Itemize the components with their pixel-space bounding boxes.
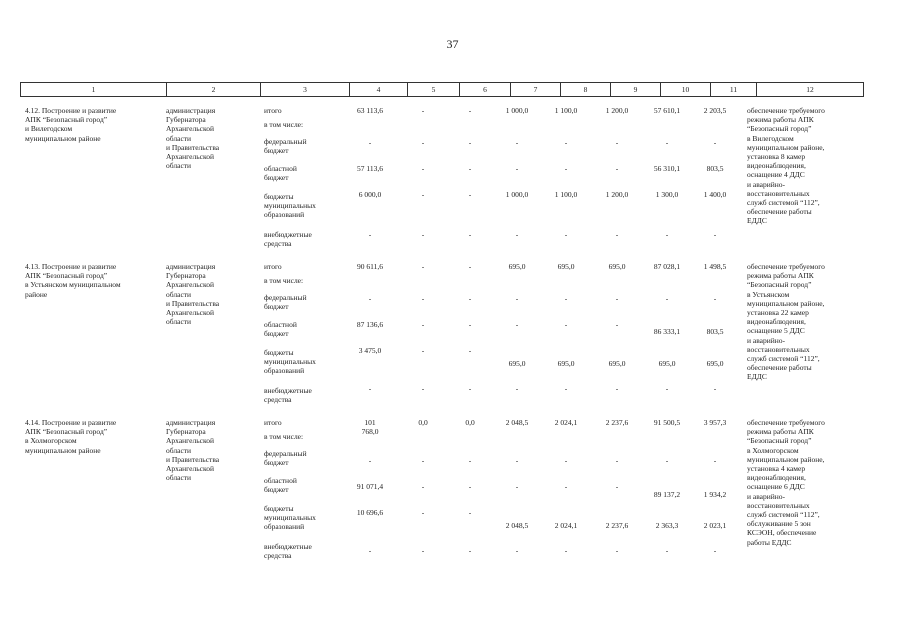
value-fed: - (564, 138, 568, 147)
value-vne: - (368, 230, 372, 239)
value-itogo: - (421, 106, 425, 115)
header-col-2: 2 (167, 83, 261, 96)
result-text: установка 22 камер (747, 308, 809, 317)
executor-text: области (166, 133, 192, 143)
value-fed: - (713, 294, 717, 303)
value-itogo: 0,0 (465, 418, 475, 427)
value-fed: - (665, 138, 669, 147)
measure-title: 4.13. Построение и развитие (25, 262, 117, 271)
executor-text: области (166, 317, 192, 327)
value-fed: - (615, 456, 619, 465)
result-text: муниципальном районе, (747, 454, 825, 464)
header-col-11: 11 (711, 83, 757, 96)
result-text: служб системой “112”, (747, 198, 820, 207)
value-itogo: 695,0 (608, 262, 626, 271)
executor-text: области (166, 473, 192, 483)
source-municipal: муниципальных (264, 201, 316, 211)
executor-text: Губернатора (166, 427, 206, 437)
value-itogo: 90 611,6 (357, 262, 383, 271)
result-text: обеспечение работы (747, 363, 812, 373)
source-federal: бюджет (264, 146, 289, 156)
value-vne: - (713, 230, 717, 239)
value-fed: - (515, 138, 519, 147)
value-obl: - (615, 164, 619, 173)
value-mun: - (421, 346, 425, 355)
executor-text: Архангельской (166, 308, 214, 317)
executor-text: Губернатора (166, 115, 206, 125)
header-col-1: 1 (21, 83, 167, 96)
measure-title: 4.14. Построение и развитие (25, 418, 117, 427)
value-obl: 56 310,1 (653, 164, 681, 173)
source-vtom: в том числе: (264, 120, 304, 129)
result-text: обеспечение требуемого (747, 106, 825, 115)
value-vne: - (421, 546, 425, 555)
value-vne: - (564, 546, 568, 555)
value-fed: - (468, 138, 472, 147)
value-fed: - (368, 294, 372, 303)
result-text: восстановительных (747, 344, 810, 354)
value-obl: - (564, 320, 568, 329)
value-mun: 2 023,1 (703, 521, 727, 530)
result-text: режима работы АПК (747, 427, 814, 437)
value-fed: - (421, 138, 425, 147)
measure-title: АПК “Безопасный город” (25, 427, 108, 437)
value-obl: 86 333,1 (653, 327, 681, 336)
value-mun: 1 200,0 (605, 190, 629, 199)
value-itogo: 1 100,0 (554, 106, 578, 115)
source-itogo: итого (264, 106, 282, 115)
value-itogo: 57 610,1 (653, 106, 681, 115)
value-mun: 695,0 (608, 359, 626, 368)
result-text: оснащение 6 ДДС (747, 482, 805, 492)
result-text: в Устьянском (747, 289, 790, 299)
value-obl: - (615, 482, 619, 491)
value-obl: - (515, 164, 519, 173)
source-municipal: бюджеты (264, 348, 294, 357)
value-mun: - (468, 346, 472, 355)
result-text: восстановительных (747, 500, 810, 510)
value-mun: 1 300,0 (655, 190, 679, 199)
executor-text: и Правительства (166, 142, 220, 152)
value-itogo: 1 498,5 (703, 262, 727, 271)
value-obl: - (615, 320, 619, 329)
value-mun: 695,0 (658, 359, 676, 368)
measure-title: 4.12. Построение и развитие (25, 106, 117, 115)
source-itogo: итого (264, 418, 282, 427)
result-text: обеспечение работы (747, 207, 812, 217)
source-federal: бюджет (264, 302, 289, 312)
header-col-4: 4 (350, 83, 408, 96)
value-vne: - (515, 230, 519, 239)
source-municipal: образований (264, 210, 305, 220)
value-obl: 91 071,4 (356, 482, 384, 491)
result-text: и аварийно- (747, 491, 786, 501)
value-fed: - (368, 138, 372, 147)
source-vtom: в том числе: (264, 276, 304, 285)
source-extrabudget: внебюджетные (264, 542, 312, 551)
result-text: “Безопасный город” (747, 280, 812, 290)
result-text: видеонаблюдения, (747, 161, 806, 171)
result-text: и аварийно- (747, 179, 786, 189)
result-text: и аварийно- (747, 335, 786, 345)
measure-title: районе (25, 289, 48, 299)
source-federal: федеральный (264, 449, 307, 458)
value-mun: 695,0 (508, 359, 526, 368)
value-obl: 803,5 (706, 164, 724, 173)
value-mun: 695,0 (706, 359, 724, 368)
value-vne: - (468, 230, 472, 239)
source-municipal: муниципальных (264, 513, 316, 523)
value-vne: - (368, 384, 372, 393)
measure-title: АПК “Безопасный город” (25, 271, 108, 281)
value-itogo: 2 024,1 (554, 418, 578, 427)
value-mun: - (421, 190, 425, 199)
value-obl: - (468, 164, 472, 173)
value-vne: - (515, 384, 519, 393)
header-col-9: 9 (611, 83, 661, 96)
header-col-10: 10 (661, 83, 711, 96)
value-mun: 2 237,6 (605, 521, 629, 530)
value-obl: - (515, 320, 519, 329)
executor-text: Архангельской (166, 124, 214, 134)
value-obl: - (421, 164, 425, 173)
measure-title: муниципальном районе (25, 445, 101, 455)
source-federal: бюджет (264, 458, 289, 468)
result-text: оснащение 5 ДДС (747, 326, 805, 336)
table-header-row (20, 82, 864, 97)
source-extrabudget: средства (264, 395, 292, 405)
source-municipal: бюджеты (264, 504, 294, 513)
source-municipal: бюджеты (264, 192, 294, 201)
result-text: восстановительных (747, 188, 810, 198)
value-mun: 6 000,0 (358, 190, 382, 199)
value-mun: - (468, 190, 472, 199)
value-fed: - (515, 456, 519, 465)
source-regional: бюджет (264, 485, 289, 495)
source-itogo: итого (264, 262, 282, 271)
value-fed: - (468, 456, 472, 465)
value-mun: 10 696,6 (356, 508, 384, 517)
result-text: муниципальном районе, (747, 298, 825, 308)
executor-text: Архангельской (166, 152, 214, 161)
executor-text: и Правительства (166, 298, 220, 308)
header-col-8: 8 (561, 83, 611, 96)
value-obl: 57 113,6 (357, 164, 383, 173)
source-regional: областной (264, 320, 297, 329)
executor-text: администрация (166, 106, 216, 115)
executor-text: Архангельской (166, 280, 214, 290)
value-itogo: 63 113,6 (357, 106, 383, 115)
header-col-5: 5 (408, 83, 460, 96)
value-mun: 1 000,0 (505, 190, 529, 199)
value-mun: - (421, 508, 425, 517)
measure-title: муниципальном районе (25, 133, 101, 143)
value-obl: - (421, 482, 425, 491)
value-fed: - (615, 138, 619, 147)
result-text: режима работы АПК (747, 271, 814, 281)
value-vne: - (468, 546, 472, 555)
result-text: служб системой “112”, (747, 510, 820, 519)
source-municipal: образований (264, 366, 305, 376)
executor-text: администрация (166, 418, 216, 427)
source-vtom: в том числе: (264, 432, 304, 441)
value-fed: - (421, 456, 425, 465)
result-text: в Холмогорском (747, 445, 799, 455)
value-itogo: - (468, 262, 472, 271)
result-text: служб системой “112”, (747, 354, 820, 363)
value-obl: - (421, 320, 425, 329)
value-obl: - (468, 482, 472, 491)
result-text: оснащение 4 ДДС (747, 170, 805, 180)
value-mun: 2 048,5 (505, 521, 529, 530)
value-vne: - (468, 384, 472, 393)
measure-title: АПК “Безопасный город” (25, 115, 108, 125)
value-mun: 3 475,0 (358, 346, 382, 355)
value-itogo: 2 203,5 (703, 106, 727, 115)
value-obl: 803,5 (706, 327, 724, 336)
result-text: видеонаблюдения, (747, 317, 806, 327)
value-vne: - (421, 384, 425, 393)
value-vne: - (515, 546, 519, 555)
result-text: ЕДДС (747, 216, 767, 226)
value-fed: - (615, 294, 619, 303)
result-text: муниципальном районе, (747, 142, 825, 152)
source-regional: бюджет (264, 329, 289, 339)
value-mun: 2 363,3 (655, 521, 679, 530)
value-obl: - (564, 482, 568, 491)
source-municipal: образований (264, 522, 305, 532)
result-text: обеспечение требуемого (747, 418, 825, 427)
value-vne: - (564, 230, 568, 239)
executor-text: Архангельской (166, 436, 214, 446)
value-itogo: - (421, 262, 425, 271)
value-obl: 89 137,2 (653, 490, 681, 499)
measure-title: в Устьянском муниципальном (25, 280, 121, 290)
source-federal: федеральный (264, 137, 307, 146)
result-text: “Безопасный город” (747, 124, 812, 134)
page-number: 37 (446, 37, 459, 51)
value-fed: - (368, 456, 372, 465)
result-text: ЕДДС (747, 372, 767, 382)
value-fed: - (713, 456, 717, 465)
value-itogo: 87 028,1 (653, 262, 681, 271)
value-itogo: 768,0 (361, 427, 379, 437)
value-itogo: 1 000,0 (505, 106, 529, 115)
value-vne: - (615, 384, 619, 393)
value-mun: 2 024,1 (554, 521, 578, 530)
value-itogo: 2 237,6 (605, 418, 629, 427)
value-vne: - (615, 546, 619, 555)
value-fed: - (468, 294, 472, 303)
source-extrabudget: внебюджетные (264, 230, 312, 239)
value-fed: - (421, 294, 425, 303)
source-extrabudget: средства (264, 239, 292, 249)
result-text: работы ЕДДС (747, 537, 792, 547)
value-vne: - (421, 230, 425, 239)
header-col-3: 3 (261, 83, 350, 96)
value-vne: - (665, 230, 669, 239)
value-vne: - (564, 384, 568, 393)
executor-text: Архангельской (166, 464, 214, 473)
value-itogo: 101 (364, 418, 376, 427)
result-text: в Вилегодском (747, 133, 794, 143)
value-fed: - (713, 138, 717, 147)
header-col-7: 7 (511, 83, 561, 96)
source-extrabudget: внебюджетные (264, 386, 312, 395)
value-fed: - (515, 294, 519, 303)
value-mun: 1 100,0 (554, 190, 578, 199)
value-mun: 695,0 (557, 359, 575, 368)
value-itogo: - (468, 106, 472, 115)
value-itogo: 91 500,5 (653, 418, 681, 427)
value-vne: - (665, 384, 669, 393)
value-obl: 87 136,6 (356, 320, 384, 329)
executor-text: и Правительства (166, 454, 220, 464)
source-regional: областной (264, 164, 297, 173)
result-text: установка 8 камер (747, 152, 806, 161)
source-federal: федеральный (264, 293, 307, 302)
value-vne: - (665, 546, 669, 555)
source-extrabudget: средства (264, 551, 292, 561)
value-vne: - (713, 546, 717, 555)
value-itogo: 0,0 (418, 418, 428, 427)
value-fed: - (665, 456, 669, 465)
measure-title: и Вилегодском (25, 124, 73, 134)
header-col-6: 6 (460, 83, 511, 96)
result-text: КСЭОН, обеспечение (747, 528, 817, 538)
value-obl: - (564, 164, 568, 173)
value-fed: - (665, 294, 669, 303)
result-text: установка 4 камер (747, 464, 806, 473)
result-text: обслуживание 5 зон (747, 519, 811, 529)
result-text: режима работы АПК (747, 115, 814, 125)
source-municipal: муниципальных (264, 357, 316, 367)
value-obl: 1 934,2 (703, 490, 727, 499)
value-mun: 1 400,0 (703, 190, 727, 199)
value-itogo: 3 957,3 (703, 418, 727, 427)
source-regional: областной (264, 476, 297, 485)
value-obl: - (515, 482, 519, 491)
executor-text: области (166, 445, 192, 455)
executor-text: области (166, 289, 192, 299)
value-itogo: 695,0 (508, 262, 526, 271)
source-regional: бюджет (264, 173, 289, 183)
result-text: видеонаблюдения, (747, 473, 806, 483)
value-vne: - (713, 384, 717, 393)
measure-title: в Холмогорском (25, 436, 77, 446)
value-fed: - (564, 456, 568, 465)
value-mun: - (468, 508, 472, 517)
executor-text: Губернатора (166, 271, 206, 281)
executor-text: области (166, 161, 192, 171)
value-fed: - (564, 294, 568, 303)
value-itogo: 2 048,5 (505, 418, 529, 427)
executor-text: администрация (166, 262, 216, 271)
result-text: “Безопасный город” (747, 436, 812, 446)
result-text: обеспечение требуемого (747, 262, 825, 271)
value-itogo: 695,0 (557, 262, 575, 271)
header-col-12: 12 (806, 85, 814, 94)
value-vne: - (368, 546, 372, 555)
value-vne: - (615, 230, 619, 239)
value-itogo: 1 200,0 (605, 106, 629, 115)
value-obl: - (468, 320, 472, 329)
